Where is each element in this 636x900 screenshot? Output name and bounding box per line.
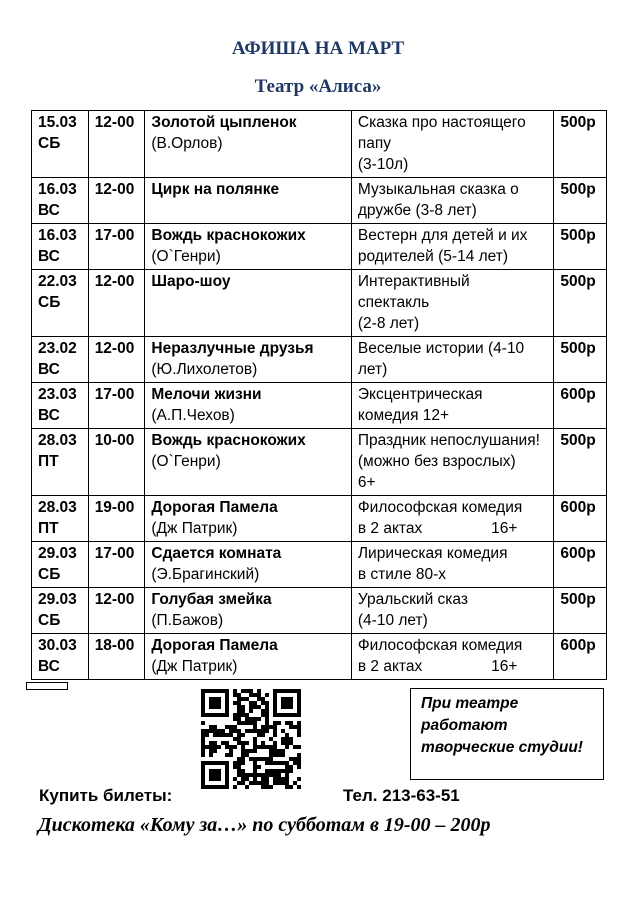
date: 30.03 [38, 637, 77, 654]
time-cell [88, 496, 145, 542]
date: 22.03 [38, 273, 77, 290]
price: 500р [560, 340, 596, 357]
description-cell [351, 337, 553, 383]
description-line: Эксцентрическая [357, 386, 483, 403]
description-line: папу [357, 135, 392, 152]
show-name: Золотой цыпленок [151, 114, 297, 131]
description-line: (можно без взрослых) [357, 453, 516, 470]
schedule-row [32, 224, 607, 270]
schedule-row [32, 429, 607, 496]
show-cell [145, 588, 352, 634]
description-line: в 2 актах 16+ [357, 520, 518, 537]
show-name: Сдается комната [151, 545, 282, 562]
qr-code-icon [201, 689, 301, 789]
time-cell [88, 224, 145, 270]
description-line: Интерактивный [357, 273, 470, 290]
show-author: (О`Генри) [151, 453, 221, 470]
time-cell [88, 429, 145, 496]
description-cell [351, 542, 553, 588]
weekday: ВС [38, 361, 60, 378]
description-cell [351, 383, 553, 429]
price: 500р [560, 273, 596, 290]
date-cell [32, 496, 89, 542]
description-line: (4-10 лет) [357, 612, 428, 629]
description-line: родителей (5-14 лет) [357, 248, 509, 265]
description-cell [351, 496, 553, 542]
description-cell [351, 178, 553, 224]
show-cell [145, 270, 352, 337]
weekday: ПТ [38, 453, 59, 470]
time-cell [88, 634, 145, 680]
description-line: в 2 актах 16+ [357, 658, 518, 675]
description-cell [351, 634, 553, 680]
show-name: Шаро-шоу [151, 273, 231, 290]
description-line: в стиле 80-х [357, 566, 447, 583]
schedule-row [32, 496, 607, 542]
description-line: (3-10л) [357, 156, 409, 173]
show-cell [145, 224, 352, 270]
price-cell [554, 383, 607, 429]
time-cell [88, 588, 145, 634]
date: 16.03 [38, 181, 77, 198]
show-name: Дорогая Памела [151, 637, 278, 654]
weekday: ВС [38, 248, 60, 265]
description-line: лет) [357, 361, 388, 378]
page-title: АФИША НА МАРТ [231, 38, 405, 59]
date: 23.03 [38, 386, 77, 403]
date-cell [32, 542, 89, 588]
price: 600р [560, 386, 596, 403]
weekday: СБ [38, 294, 61, 311]
time-cell [88, 270, 145, 337]
schedule-row [32, 270, 607, 337]
description-line: дружбе (3-8 лет) [357, 202, 477, 219]
description-line: (2-8 лет) [357, 315, 420, 332]
show-author: (Ю.Лихолетов) [151, 361, 258, 378]
price-cell [554, 496, 607, 542]
schedule-row [32, 111, 607, 178]
description-line: Философская комедия [357, 637, 523, 654]
date-cell [32, 224, 89, 270]
weekday: ВС [38, 658, 60, 675]
show-cell [145, 178, 352, 224]
buy-tickets-label: Купить билеты: [39, 786, 173, 805]
time-cell [88, 383, 145, 429]
theatre-name: Театр «Алиса» [254, 76, 382, 97]
price: 500р [560, 227, 596, 244]
show-cell [145, 634, 352, 680]
description-cell [351, 429, 553, 496]
studios-note [410, 688, 604, 780]
description-cell [351, 270, 553, 337]
price-cell [554, 542, 607, 588]
description-line: комедия 12+ [357, 407, 450, 424]
show-cell [145, 383, 352, 429]
description-line: Уральский сказ [357, 591, 468, 608]
price-cell [554, 270, 607, 337]
show-time: 17-00 [94, 386, 135, 403]
price-cell [554, 337, 607, 383]
show-cell [145, 111, 352, 178]
description-line: 6+ [357, 474, 376, 491]
time-cell [88, 542, 145, 588]
blank-box [26, 682, 68, 690]
schedule-row [32, 383, 607, 429]
schedule-table [31, 110, 607, 680]
date: 15.03 [38, 114, 77, 131]
phone-number: Тел. 213-63-51 [343, 786, 460, 805]
date: 16.03 [38, 227, 77, 244]
description-line: Лирическая комедия [357, 545, 508, 562]
show-time: 17-00 [94, 545, 135, 562]
time-cell [88, 337, 145, 383]
weekday: СБ [38, 135, 61, 152]
schedule-row [32, 588, 607, 634]
price-cell [554, 111, 607, 178]
weekday: ВС [38, 202, 60, 219]
show-time: 19-00 [94, 499, 135, 516]
show-name: Мелочи жизни [151, 386, 262, 403]
date-cell [32, 337, 89, 383]
description-line: спектакль [357, 294, 430, 311]
description-cell [351, 588, 553, 634]
description-line: Философская комедия [357, 499, 523, 516]
time-cell [88, 178, 145, 224]
date: 28.03 [38, 432, 77, 449]
price: 500р [560, 591, 596, 608]
date: 23.02 [38, 340, 77, 357]
description-line: Праздник непослушания! [357, 432, 540, 449]
price: 500р [560, 181, 596, 198]
date-cell [32, 429, 89, 496]
date-cell [32, 588, 89, 634]
show-time: 12-00 [94, 273, 135, 290]
show-cell [145, 337, 352, 383]
date: 29.03 [38, 545, 77, 562]
show-author: (А.П.Чехов) [151, 407, 235, 424]
date-cell [32, 178, 89, 224]
time-cell [88, 111, 145, 178]
show-time: 10-00 [94, 432, 135, 449]
show-time: 12-00 [94, 181, 135, 198]
date-cell [32, 111, 89, 178]
weekday: ВС [38, 407, 60, 424]
show-time: 17-00 [94, 227, 135, 244]
date-cell [32, 634, 89, 680]
price-cell [554, 429, 607, 496]
show-name: Вождь краснокожих [151, 227, 306, 244]
price: 600р [560, 545, 596, 562]
schedule-row [32, 634, 607, 680]
note-line: творческие студии! [421, 739, 583, 756]
show-cell [145, 542, 352, 588]
schedule-row [32, 542, 607, 588]
show-time: 12-00 [94, 114, 135, 131]
show-author: (Дж Патрик) [151, 520, 238, 537]
show-cell [145, 496, 352, 542]
price-cell [554, 224, 607, 270]
show-author: (Дж Патрик) [151, 658, 238, 675]
description-line: Веселые истории (4-10 [357, 340, 525, 357]
show-name: Неразлучные друзья [151, 340, 314, 357]
date: 29.03 [38, 591, 77, 608]
price: 600р [560, 637, 596, 654]
weekday: СБ [38, 566, 61, 583]
price: 500р [560, 114, 596, 131]
description-cell [351, 224, 553, 270]
show-author: (О`Генри) [151, 248, 221, 265]
weekday: СБ [38, 612, 61, 629]
note-line: При театре [421, 695, 519, 712]
show-name: Цирк на полянке [151, 181, 280, 198]
show-author: (В.Орлов) [151, 135, 223, 152]
price: 500р [560, 432, 596, 449]
schedule-row [32, 337, 607, 383]
show-name: Дорогая Памела [151, 499, 278, 516]
show-author: (Э.Брагинский) [151, 566, 260, 583]
description-line: Сказка про настоящего [357, 114, 526, 131]
description-cell [351, 111, 553, 178]
note-line: работают [421, 717, 508, 734]
show-time: 18-00 [94, 637, 135, 654]
show-time: 12-00 [94, 591, 135, 608]
show-cell [145, 429, 352, 496]
price-cell [554, 634, 607, 680]
price-cell [554, 588, 607, 634]
weekday: ПТ [38, 520, 59, 537]
show-name: Вождь краснокожих [151, 432, 306, 449]
description-line: Музыкальная сказка о [357, 181, 519, 198]
description-line: Вестерн для детей и их [357, 227, 528, 244]
schedule-row [32, 178, 607, 224]
show-author: (П.Бажов) [151, 612, 224, 629]
show-time: 12-00 [94, 340, 135, 357]
date-cell [32, 270, 89, 337]
date: 28.03 [38, 499, 77, 516]
date-cell [32, 383, 89, 429]
price: 600р [560, 499, 596, 516]
show-name: Голубая змейка [151, 591, 272, 608]
price-cell [554, 178, 607, 224]
disco-announcement: Дискотека «Кому за…» по субботам в 19-00 – 200р [38, 814, 491, 836]
